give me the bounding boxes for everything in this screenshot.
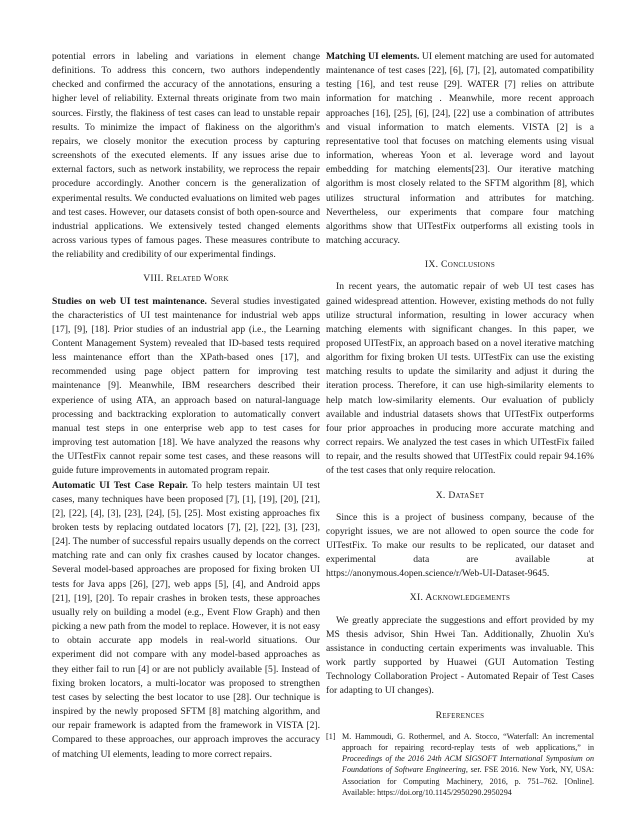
automatic-repair-lead: Automatic UI Test Case Repair. [52, 479, 188, 491]
dataset-paragraph: Since this is a project of business company, because of the copyright issues, we are not allowed to open source the code for UITestFix. To make our results to be replicated, our dataset and experimental data are available at https://anonymous.4open.science/r/Web-UI-Dataset-9645. [326, 511, 594, 580]
reference-number: [1] [326, 731, 336, 741]
reference-details: , ser. FSE 2016. New York, NY, USA: Association for Computing Machinery, 2016, p. 751–762. [Online]. Available: https://doi.org/10.1145/2950290.2950294 [342, 765, 594, 797]
dataset-heading: X. DataSet [435, 489, 485, 501]
matching-paragraph [326, 50, 594, 248]
acknowledgements-heading: XI. Acknowledgements [409, 592, 511, 604]
reference-list [326, 731, 594, 798]
studies-body: Several studies investigated the characteristics of UI test maintenance for industrial web apps [17], [9], [18]. Prior studies of an industrial app (i.e., the Learning Content Management System) revealed that ID-based tests required less maintenance effort than the XPath-based ones [17], and recommended using page object pattern for improving test maintenance [9]. Meanwhile, IBM researchers described their experience of using ATA, an approach based on natural-language processing and backtracking exploration to automatically convert manual test steps in one enterprise web app to test cases for improving test automation [18]. We have analyzed the reasons why the UITestFix cannot repair some test cases, and these reasons will guide future improvements in automated program repair. [52, 295, 320, 477]
automatic-repair-paragraph [52, 479, 320, 762]
left-column [52, 50, 320, 762]
automatic-repair-body: To help testers maintain UI test cases, many techniques have been proposed [7], [1], [19], [20], [21], [2], [22], [4], [3], [23], [24], [5], [25]. Most existing approaches fix broken tests by replacing outdated locators [7], [2], [22], [3], [23], [24]. The number of successful repairs usually depends on the correct matching rate and can only fix crashes caused by locator changes. Several model-based approaches are proposed for fixing broken UI tests for Java apps [26], [27], web apps [5], [4], and Android apps [21], [19], [20]. To repair crashes in broken tests, these approaches usually rely on building a model (e.g., Event Flow Graph) and then picking a new path from the model to replace. However, it is not easy to obtain accurate app models in real-world situations. Our experiment did not compare with any model-based approaches as they either fail to run [4] or are not publicly available [5]. Instead of fixing broken locators, a multi-locator was proposed to strengthen test cases by selecting the best locator to use [28]. Our technique is inspired by the newly proposed SFTM [8] matching algorithm, and our repair framework is adapted from the framework in VISTA [2]. Compared to these approaches, our approach improves the accuracy of matching UI elements, leading to more correct repairs. [52, 479, 320, 760]
conclusions-heading: IX. Conclusions [424, 259, 496, 271]
reference-venue: Proceedings of the 2016 24th ACM SIGSOFT International Symposium on Foundations of Software Engineering [342, 754, 594, 775]
references-heading: References [435, 709, 485, 721]
conclusions-paragraph: In recent years, the automatic repair of web UI test cases has gained widespread attention. However, existing methods do not fully utilize structural information, resulting in lower accuracy when matching elements with significant changes. In this paper, we proposed UITestFix, an approach based on a novel iterative matching algorithm for fixing broken UI tests. UITestFix can use the existing matching results to update the similarity and adjust it during the iteration process. Therefore, it can use high-similarity elements to help match low-similarity elements. Our evaluation of publicly available and industrial datasets shows that UITestFix outperforms four prior approaches in producing more accurate matching and correct repairs. We analyzed the test cases in which UITestFix failed to repair, and the results showed that UITestFix could repair 94.16% of the test cases that only require relocation. [326, 281, 594, 477]
threats-paragraph: potential errors in labeling and variations in element change definitions. To address this concern, two authors independently checked and confirmed the accuracy of the annotations, ensuring a higher level of reliability. External threats originate from two main sources. Firstly, the flakiness of test cases can lead to unstable repair results. To minimize the impact of flakiness on the algorithm's repairs, we closely monitor the execution process by capturing screenshots of the executed elements. If any issues arise due to external factors, such as network instability, we reprocess the repair procedure accordingly. Another concern is the generalization of experimental results. We conducted evaluations on limited web pages and test cases. However, our datasets consist of both open-source and industrial applications. We extensively tested changed elements across various types of famous pages. These measures contribute to the reliability and credibility of our experimental findings. [52, 51, 320, 261]
reference-text [342, 731, 594, 798]
reference-authors-title: M. Hammoudi, G. Rothermel, and A. Stocco, “Waterfall: An incremental approach for repairing record-replay tests of web applications,” in [342, 731, 594, 752]
studies-lead: Studies on web UI test maintenance. [52, 295, 207, 307]
reference-item [326, 731, 594, 798]
matching-body: UI element matching are used for automated maintenance of test cases [22], [6], [7], [2], automated compatibility testing [16], and test reuse [29]. WATER [7] relies on attribute information for matching . Meanwhile, more recent approach approaches [16], [25], [6], [24], [22] use a combination of attributes and visual information to match elements. VISTA [2] is a representative tool that focuses on matching elements using visual information, whereas Yoon et al. leverage word and layout embedding for matching elements[23]. Our iterative matching algorithm is most closely related to the SFTM algorithm [8], which utilizes structural information and attributes for matching. Nevertheless, our experiments that compare four matching algorithms show that UITestFix outperforms all existing tools in matching accuracy. [326, 51, 594, 247]
studies-paragraph [52, 295, 320, 479]
right-column [326, 50, 594, 798]
related-work-heading: VIII. Related Work [143, 273, 229, 285]
matching-lead: Matching UI elements. [326, 51, 420, 62]
acknowledgements-paragraph: We greatly appreciate the suggestions and effort provided by my MS thesis advisor, Shin Hwei Tan. Additionally, Zhuolin Xu's assistance in conducting certain experiments was invaluable. This work partly supported by Huawei (GUI Automation Testing Technology Collaboration Project - Automated Repair of Test Cases for adapting to UI changes). [326, 614, 594, 697]
